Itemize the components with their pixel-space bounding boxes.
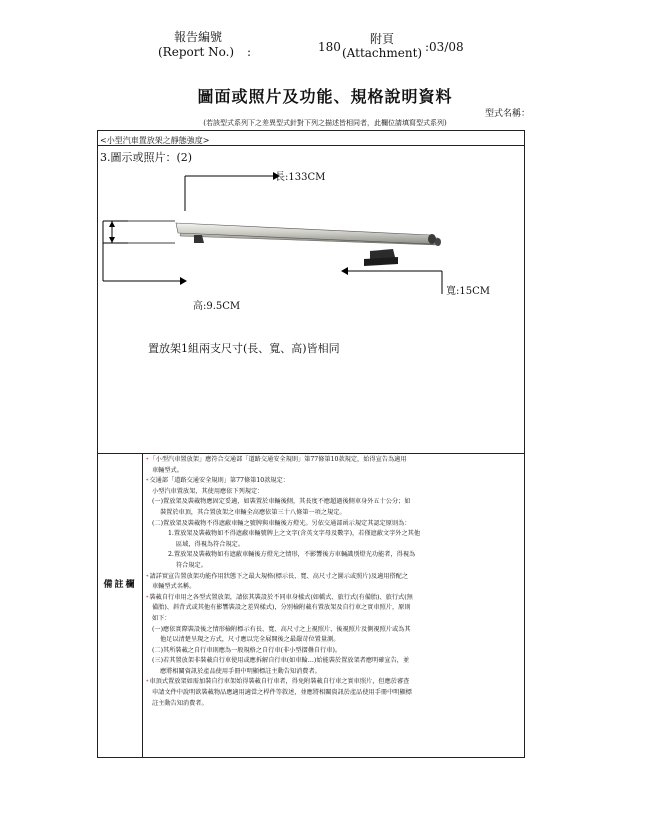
remark-text: 區域，得視為符合規定。: [176, 540, 245, 548]
remarks-body: [146, 455, 522, 709]
attachment-label-en: (Attachment): [342, 46, 423, 60]
page-title: 圖面或照片及功能、規格說明資料: [197, 87, 453, 106]
remark-text: 車頂式置放架如需加裝自行車架始得裝載自行車者，得免附裝載自行車之實車照片，但應於審查: [149, 678, 410, 686]
asterisk-marker: *: [146, 594, 149, 601]
remark-line: [146, 540, 522, 551]
remark-text: 請詳實宣告置放架功能作用狀態下之最大規格(標示長、寬、高尺寸之圖示或照片)及適用搭配之: [149, 572, 409, 580]
remark-text: 「小型汽車置放架」應符合交通部「道路交通安全規則」第77條第10款規定，始得宣告為適用: [149, 456, 407, 463]
remark-text: 註主動告知消費者。: [152, 699, 208, 707]
remark-line: [146, 625, 522, 636]
remark-line: [146, 677, 522, 688]
remark-line: [146, 688, 522, 699]
remark-line: [146, 487, 522, 498]
remark-text: (三)若其置放架非裝載自行車使用或應拆解自行車(如車輪…)始能裝於置放架者應明確宣告，並: [152, 657, 410, 665]
remark-text: 應將相關資訊於產品使用手冊中明顯標註主動告知消費者。: [160, 667, 321, 675]
remark-line: [146, 466, 522, 477]
remark-line: [146, 455, 522, 466]
report-number-colon: :: [247, 45, 252, 59]
remark-text: 符合規定。: [176, 561, 207, 569]
remark-line: [146, 572, 522, 583]
section-title: <小型汽車置放架之靜態強度>: [100, 136, 210, 145]
spec-table: [97, 130, 525, 758]
remarks-divider: [98, 453, 524, 454]
remark-text: 裝置於車頂，其合置放架之車輛全高應依第三十八條第一項之規定。: [160, 508, 346, 516]
width-dimension: 寬:15CM: [446, 286, 490, 297]
remark-line: [146, 508, 522, 519]
rack-end-cap: [428, 234, 436, 244]
remarks-label: 備註欄: [103, 580, 137, 590]
report-number-label-en: (Report No.): [158, 45, 235, 59]
remark-line: [146, 646, 522, 657]
remark-line: [146, 656, 522, 667]
section-subtitle: 3.圖示或照片：(2): [100, 151, 193, 164]
remark-line: [146, 667, 522, 678]
remark-text: 如下：: [152, 614, 171, 622]
remark-line: [146, 550, 522, 561]
remark-text: 交通部「道路交通安全規則」第77條第10款規定：: [149, 477, 289, 485]
remark-text: (一)應依實際裝設後之情形檢附標示有長、寬、高尺寸之上視照片、後視照片及側視照片或為其: [152, 625, 411, 633]
remark-line: [146, 603, 522, 614]
remark-line: [146, 582, 522, 593]
remark-line: [146, 529, 522, 540]
report-number-value: 180: [318, 40, 341, 54]
remark-text: 他足以清楚呈現之方式，尺寸應以完全展開後之最嚴苛位置量測。: [160, 636, 340, 644]
asterisk-marker: *: [146, 457, 149, 463]
attachment-label: 附頁: [370, 32, 395, 46]
height-dimension: 高:9.5CM: [193, 301, 241, 312]
remark-text: (二)置放架及裝載物不得遮蔽車輛之號牌與車輛後方燈光。另依交通部函示規定其認定原則為：: [152, 519, 411, 527]
remark-line: [146, 519, 522, 530]
remark-line: [146, 635, 522, 646]
remark-text: 2.置放架及裝載物如有遮蔽車輛後方燈光之情形，不影響後方車輛識別燈光功能者，得視為: [168, 551, 416, 559]
remark-text: 小型汽車置放架，其使用應依下列規定：: [152, 487, 264, 495]
remark-text: 備胎)、斜背式或其他有影響裝設之差異樣式)，分別檢附載有置放架及自行車之實車照片，原則: [152, 604, 411, 612]
asterisk-marker: *: [146, 573, 149, 580]
report-number-label: 報告編號: [174, 30, 223, 44]
photo-caption: 置放架1組兩支尺寸(長、寬、高)皆相同: [148, 342, 340, 355]
asterisk-marker: *: [146, 478, 149, 485]
remarks-column-divider: [142, 453, 143, 757]
remark-line: [146, 476, 522, 487]
remark-line: [146, 561, 522, 572]
remark-text: 申請文件中說明欲裝載物品應適用適當之桿件等敘述，並應將相關資訊於產品使用手冊中明顯標: [152, 689, 412, 697]
remark-line: [146, 699, 522, 710]
remark-text: 1.置放架及裝載物如不得遮蔽車輛號牌上之文字(含英文字母及數字)，若僅遮蔽文字外之其他: [168, 530, 421, 538]
remark-text: 車輛型式名稱。: [152, 583, 196, 591]
rack-end-cap: [435, 238, 441, 246]
length-dimension: 長:133CM: [275, 172, 326, 183]
remark-text: (一)置放架及裝載物應固定妥適，如裝置於車輛後側，其長度不應超過後側車身外五十公分；如: [152, 498, 411, 506]
remark-text: (二)其所裝載之自行車則應為一般規格之自行車(非小型摺疊自行車)。: [152, 646, 342, 654]
model-name-label: 型式名稱：: [484, 109, 530, 119]
remark-text: 裝載自行車用之各型式置放架，請依其裝設於不同車身樣式(如轎式、旅行式(有備胎)、旅行式(無: [149, 593, 413, 601]
remark-line: [146, 497, 522, 508]
remark-text: 車輛型式。: [152, 466, 183, 474]
asterisk-marker: *: [146, 679, 149, 686]
remark-line: [146, 614, 522, 625]
rack-foot-base: [364, 257, 398, 266]
remark-line: [146, 593, 522, 604]
rack-bar-front: [176, 223, 433, 244]
series-note: (若該型式系列下之差異型式針對下列之描述皆相同者，此欄位請填寫型式系列): [203, 119, 447, 127]
attachment-value: :03/08: [425, 40, 464, 54]
